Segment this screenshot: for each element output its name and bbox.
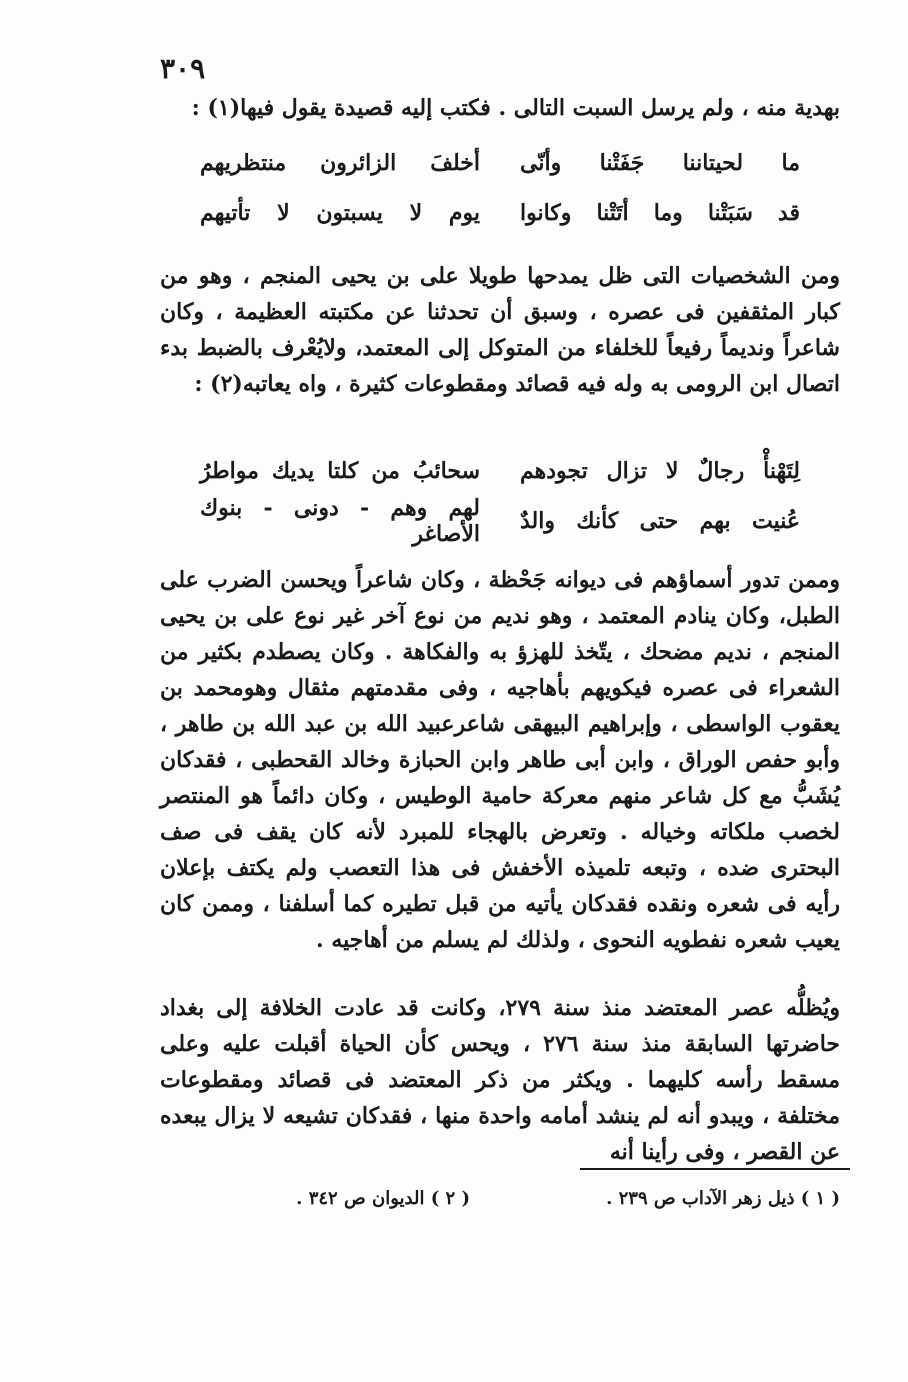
paragraph-text: وممن تدور أسماؤهم فى ديوانه جَحْظة ، وكان شاعراً ويحسن الضرب على الطبل، وكان ينادم المعتمد ، وهو نديم من نوع آخر غير نوع على بن يحيى المنجم ، نديم مضحك ، يتّخذ للهزؤ به والفكاهة . وكان يصطدم بكثير من الشعراء فى عصره فيكويهم بأهاجيه ، وفى مقدمتهم مثقال وهومحمد بن يعقوب الواسطى ، وإبراهيم البيهقى شاعرعبيد الله بن عبد الله بن طاهر ، وأبو حفص الوراق ، وابن أبى طاهر وابن الحبازة وخالد القحطبى ، فقدكان يُشَبُّ مع كل شاعر منهم معركة حامية الوطيس ، وكان دائماً هو المنتصر لخصب ملكاته وخياله . وتعرض بالهجاء للمبرد لأنه كان يقف فى صف البحترى ضده ، وتبعه تلميذه الأخفش فى هذا التعصب ولم يكتف بإعلان رأيه فى شعره ونقده فقدكان يأتيه من قبل تطيره كما أسلفنا ، وممن كان يعيب شعره نفطويه النحوى ، ولذلك لم يسلم من أهاجيه . [160,567,840,953]
poem-1 [200,138,800,238]
paragraph-text: بهدية منه ، ولم يرسل السبت التالى . فكتب إليه قصيدة يقول فيها(١) : [191,95,840,121]
verse-first-hemistich: لِتَهْنأْ رجالٌ لا تزال تجودهم [520,458,800,484]
poem-2 [200,446,800,546]
page-number: ٣٠٩ [160,52,206,85]
paragraph-3 [160,562,840,958]
verse-second-hemistich: يوم لا يسبتون لا تأتيهم [200,200,480,226]
paragraph-text: ويُظلُّه عصر المعتضد منذ سنة ٢٧٩، وكانت قد عادت الخلافة إلى بغداد حاضرتها السابقة منذ سنة ٢٧٦ ، ويحس كأن الحياة أقبلت عليه وعلى مسقط رأسه كليهما . ويكثر من ذكر المعتضد فى قصائد ومقطوعات مختلفة ، ويبدو أنه لم ينشد أمامه واحدة منها ، فقدكان تشيعه لا يزال يبعده عن القصر ، وفى رأينا أنه [160,995,840,1165]
paragraph-2 [160,258,840,402]
verse-line [200,496,800,546]
footnote-1: ( ١ ) ذيل زهر الآداب ص ٢٣٩ . [606,1188,840,1209]
paragraph-4 [160,990,840,1170]
footnote-2: ( ٢ ) الديوان ص ٣٤٢ . [296,1188,470,1209]
verse-second-hemistich: أخلفَ الزائرون منتظريهم [200,150,480,176]
verse-first-hemistich: قد سَبَتْنا وما أتَتْنا وكانوا [520,200,800,226]
verse-first-hemistich: ما لحيتاننا جَفَتْنا وأنّى [520,150,800,176]
paragraph-1 [160,90,840,126]
verse-second-hemistich: لهم وهم - دونى - بنوك الأصاغر [200,495,480,547]
verse-line [200,446,800,496]
verse-line [200,138,800,188]
verse-first-hemistich: عُنيت بهم حتى كأنك والدٌ [520,508,800,534]
verse-second-hemistich: سحائبُ من كلتا يديك مواطرُ [200,458,480,484]
paragraph-text: ومن الشخصيات التى ظل يمدحها طويلا على بن يحيى المنجم ، وهو من كبار المثقفين فى عصره ، وسبق أن تحدثنا عن مكتبته العظيمة ، وكان شاعراً ونديماً رفيعاً للخلفاء من المتوكل إلى المعتمد، ولايُعْرف بالضبط بدء اتصال ابن الرومى به وله فيه قصائد ومقطوعات كثيرة ، واه يعاتبه(٢) : [160,263,840,397]
verse-line [200,188,800,238]
footnote-rule [580,1168,850,1170]
